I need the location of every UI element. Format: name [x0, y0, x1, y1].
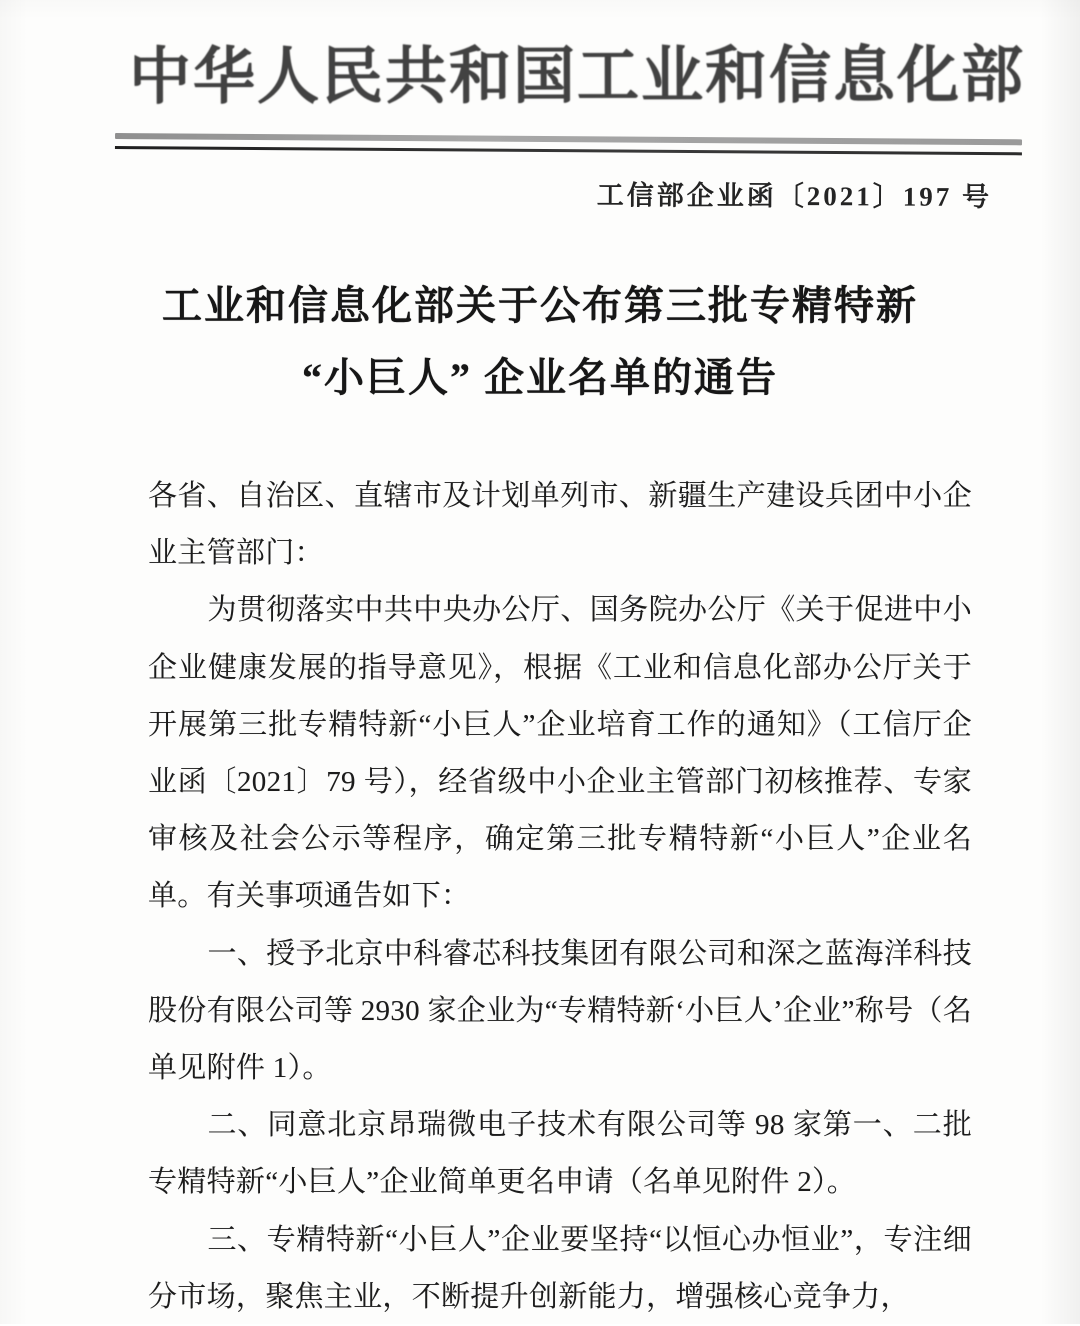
document-number: 工信部企业函〔2021〕197 号 — [596, 180, 993, 212]
document-body — [148, 468, 972, 1326]
addressee-paragraph: 各省、自治区、直辖市及计划单列市、新疆生产建设兵团中小企业主管部门： — [148, 480, 972, 570]
document-title — [0, 270, 1080, 414]
letterhead — [0, 0, 1080, 149]
document-title-line-1: 工业和信息化部关于公布第三批专精特新 — [162, 283, 918, 328]
divider-thick-line — [115, 133, 1022, 145]
body-paragraph-item-1: 一、授予北京中科睿芯科技集团有限公司和深之蓝海洋科技股份有限公司等 2930 家企业为“专精特新‘小巨人’企业”称号（名单见附件 1）。 — [148, 937, 972, 1085]
body-paragraph-intro: 为贯彻落实中共中央办公厅、国务院办公厅《关于促进中小企业健康发展的指导意见》，根据《工业和信息化部办公厅关于开展第三批专精特新“小巨人”企业培育工作的通知》（工信厅企业函〔2021〕79 号），经省级中小企业主管部门初核推荐、专家审核及社会公示等程序，确定第三批专精特新“小巨人”企业名单。有关事项通告如下： — [148, 594, 972, 913]
body-paragraph-item-3: 三、专精特新“小巨人”企业要坚持“以恒心办恒业”，专注细分市场，聚焦主业，不断提升创新能力，增强核心竞争力， — [148, 1223, 972, 1313]
document-title-line-2: “小巨人” 企业名单的通告 — [302, 355, 778, 400]
ministry-name: 中华人民共和国工业和信息化部 — [128, 42, 1026, 112]
body-paragraph-item-2: 二、同意北京昂瑞微电子技术有限公司等 98 家第一、二批专精特新“小巨人”企业简单更名申请（名单见附件 2）。 — [148, 1109, 972, 1199]
divider-thin-line — [115, 146, 1022, 155]
letterhead-divider — [115, 133, 1022, 155]
